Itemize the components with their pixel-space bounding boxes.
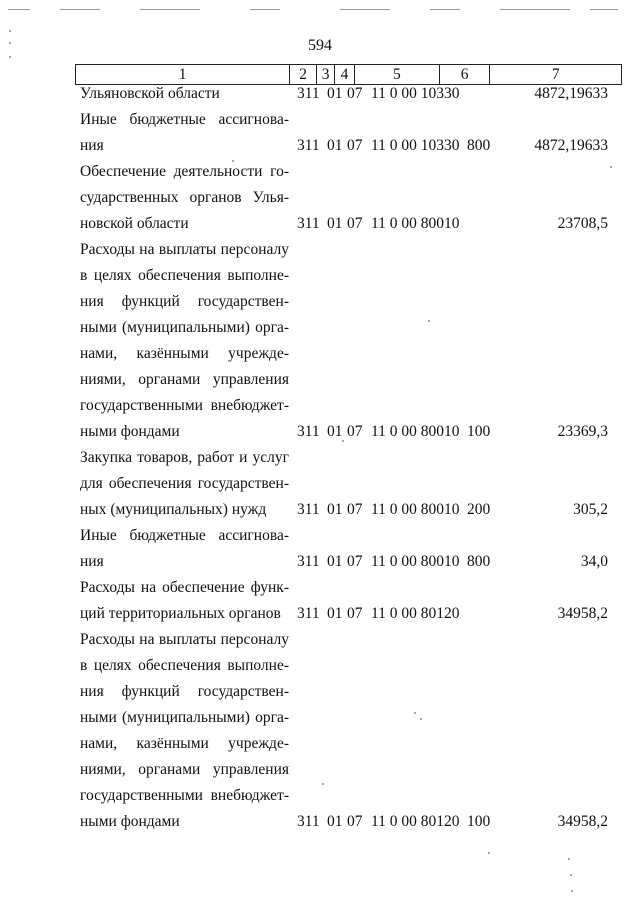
header-col-7: 7 xyxy=(551,65,560,83)
scan-speck xyxy=(568,858,570,860)
code-gr: 311 xyxy=(297,501,320,518)
code-pr: 07 xyxy=(347,137,363,154)
amount: 23708,5 xyxy=(557,215,608,232)
scan-speck xyxy=(571,890,573,892)
row-codes xyxy=(0,549,640,575)
description-line: Ульяновской области xyxy=(80,85,220,102)
description-line: государственными внебюджет- xyxy=(80,787,289,804)
code-vr: 800 xyxy=(467,553,491,570)
description-line: ния функций государствен- xyxy=(80,683,289,700)
code-gr: 311 xyxy=(297,605,320,622)
description-line: для обеспечения государствен- xyxy=(80,475,289,492)
header-col-1: 1 xyxy=(76,65,290,84)
description-line: государственными внебюджет- xyxy=(80,397,289,414)
header-col-4: 4 xyxy=(335,65,355,84)
code-rz: 01 xyxy=(327,215,343,232)
description-line: ния xyxy=(80,137,104,154)
description-line: ниями, органами управления xyxy=(80,371,289,388)
description-line: Обеспечение деятельности го- xyxy=(80,163,289,180)
table-row xyxy=(0,445,640,523)
amount: 34958,2 xyxy=(557,605,608,622)
code-gr: 311 xyxy=(297,813,320,830)
description-line: ций территориальных органов xyxy=(80,605,281,622)
code-cs: 11 0 00 80010 xyxy=(371,553,460,570)
amount: 4872,19633 xyxy=(534,85,608,102)
description-line: ными (муниципальными) орга- xyxy=(80,709,289,726)
code-gr: 311 xyxy=(297,137,320,154)
table-row xyxy=(0,159,640,237)
page-number: 594 xyxy=(308,37,332,54)
code-pr: 07 xyxy=(347,215,363,232)
code-rz: 01 xyxy=(327,605,343,622)
amount: 34958,2 xyxy=(557,813,608,830)
scan-edge-mark xyxy=(430,9,460,10)
code-pr: 07 xyxy=(347,423,363,440)
header-col-5: 5 xyxy=(355,65,440,84)
code-pr: 07 xyxy=(347,605,363,622)
code-rz: 01 xyxy=(327,553,343,570)
amount: 4872,19633 xyxy=(534,137,608,154)
table-row xyxy=(0,627,640,835)
scan-edge-mark xyxy=(250,9,280,10)
code-gr: 311 xyxy=(297,423,320,440)
code-cs: 11 0 00 80010 xyxy=(371,423,460,440)
row-codes xyxy=(0,81,640,107)
description-line: нами, казёнными учрежде- xyxy=(80,345,289,362)
row-description xyxy=(80,627,289,835)
description-line: ных (муниципальных) нужд xyxy=(80,501,267,518)
scan-edge-mark xyxy=(8,9,30,10)
code-cs: 11 0 00 80120 xyxy=(371,605,460,622)
table-row xyxy=(0,81,640,107)
code-pr: 07 xyxy=(347,553,363,570)
table-row xyxy=(0,237,640,445)
description-line: новской области xyxy=(80,215,189,232)
description-line: сударственных органов Улья- xyxy=(80,189,289,206)
code-rz: 01 xyxy=(327,137,343,154)
amount: 23369,3 xyxy=(557,423,608,440)
code-gr: 311 xyxy=(297,85,320,102)
table-row xyxy=(0,107,640,159)
code-gr: 311 xyxy=(297,553,320,570)
table-row xyxy=(0,523,640,575)
code-vr: 200 xyxy=(467,501,491,518)
header-col-6: 6 xyxy=(440,65,491,84)
row-codes xyxy=(0,601,640,627)
scan-edge-mark xyxy=(140,9,200,10)
table-row xyxy=(0,575,640,627)
row-codes xyxy=(0,809,640,835)
description-line: нами, казёнными учрежде- xyxy=(80,735,289,752)
code-rz: 01 xyxy=(327,813,343,830)
code-pr: 07 xyxy=(347,85,363,102)
header-col-3: 3 xyxy=(317,65,335,84)
description-line: ными фондами xyxy=(80,423,180,440)
code-rz: 01 xyxy=(327,423,343,440)
code-pr: 07 xyxy=(347,813,363,830)
code-pr: 07 xyxy=(347,501,363,518)
description-line: ния функций государствен- xyxy=(80,293,289,310)
description-line: Закупка товаров, работ и услуг xyxy=(80,449,289,466)
code-cs: 11 0 00 10330 xyxy=(371,85,460,102)
description-line: Расходы на обеспечение функ- xyxy=(80,579,289,596)
row-codes xyxy=(0,211,640,237)
scan-edge-mark xyxy=(590,9,618,10)
code-cs: 11 0 00 80010 xyxy=(371,501,460,518)
description-line: в целях обеспечения выполне- xyxy=(80,267,289,284)
amount: 34,0 xyxy=(580,553,608,570)
header-col-2: 2 xyxy=(290,65,317,84)
description-line: Иные бюджетные ассигнова- xyxy=(80,111,289,128)
row-description xyxy=(80,237,289,445)
row-codes xyxy=(0,419,640,445)
code-vr: 100 xyxy=(467,423,491,440)
description-line: ния xyxy=(80,553,104,570)
description-line: Расходы на выплаты персоналу xyxy=(80,631,289,648)
description-line: ными фондами xyxy=(80,813,180,830)
scan-speck xyxy=(9,56,11,58)
code-cs: 11 0 00 80010 xyxy=(371,215,460,232)
description-line: ниями, органами управления xyxy=(80,761,289,778)
code-rz: 01 xyxy=(327,501,343,518)
code-vr: 100 xyxy=(467,813,491,830)
code-gr: 311 xyxy=(297,215,320,232)
row-codes xyxy=(0,497,640,523)
code-cs: 11 0 00 10330 xyxy=(371,137,460,154)
description-line: ными (муниципальными) орга- xyxy=(80,319,289,336)
scan-edge-mark xyxy=(60,9,100,10)
code-rz: 01 xyxy=(327,85,343,102)
amount: 305,2 xyxy=(573,501,608,518)
scan-speck xyxy=(570,874,572,876)
code-vr: 800 xyxy=(467,137,491,154)
scan-edge-mark xyxy=(340,9,390,10)
description-line: Расходы на выплаты персоналу xyxy=(80,241,289,258)
row-codes xyxy=(0,133,640,159)
scan-edge-mark xyxy=(500,9,570,10)
code-cs: 11 0 00 80120 xyxy=(371,813,460,830)
scan-speck xyxy=(9,30,11,32)
description-line: Иные бюджетные ассигнова- xyxy=(80,527,289,544)
description-line: в целях обеспечения выполне- xyxy=(80,657,289,674)
scan-speck xyxy=(488,852,490,854)
